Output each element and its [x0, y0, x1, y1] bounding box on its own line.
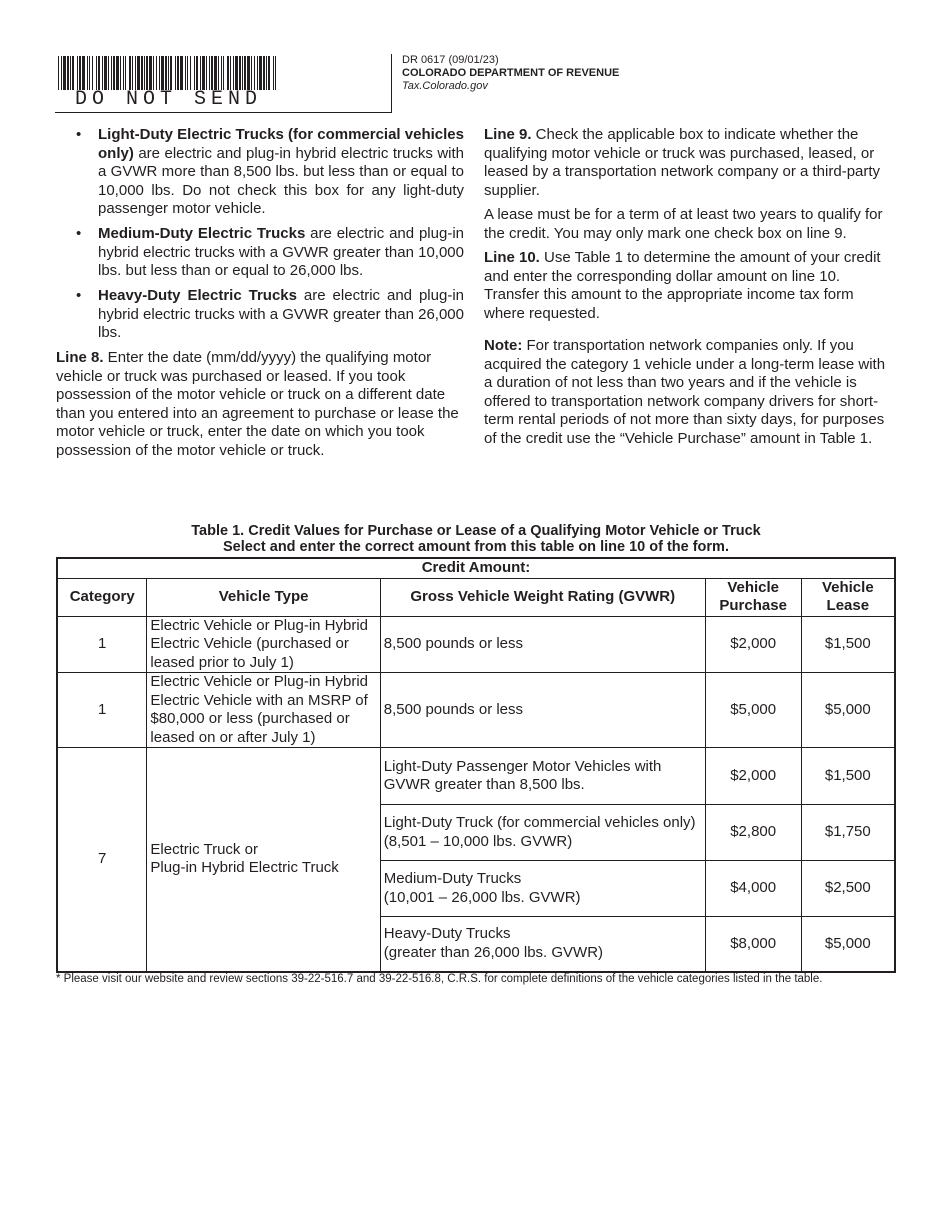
- barcode-bar: [72, 56, 74, 90]
- barcode-bar: [247, 56, 250, 90]
- barcode-bar: [129, 56, 131, 90]
- table-title-line: Table 1. Credit Values for Purchase or Lease of a Qualifying Motor Vehicle or Truck: [191, 523, 761, 539]
- barcode-bar: [96, 56, 97, 90]
- barcode-bar: [116, 56, 119, 90]
- barcode-bar: [211, 56, 213, 90]
- barcode-bar: [144, 56, 145, 90]
- lease-cell: $1,750: [801, 805, 895, 861]
- barcode-bar: [242, 56, 243, 90]
- left-column: [56, 126, 464, 466]
- barcode-bar: [104, 56, 107, 90]
- truck-type-list: [56, 126, 464, 343]
- barcode-bar: [87, 56, 88, 90]
- lease-cell: $2,500: [801, 861, 895, 917]
- gvwr-cell: Medium-Duty Trucks (10,001 – 26,000 lbs. GVWR): [380, 861, 705, 917]
- barcode-bar: [58, 56, 59, 90]
- barcode-bar: [214, 56, 217, 90]
- purchase-header: Vehicle Purchase: [705, 578, 801, 616]
- barcode-bar: [227, 56, 229, 90]
- barcode-bar: [159, 56, 160, 90]
- vehicle-type-cell: Electric Vehicle or Plug-in Hybrid Electric Vehicle with an MSRP of $80,000 or less (purchased or leased on or after July 1): [147, 673, 380, 748]
- barcode-bar: [196, 56, 198, 90]
- table-header-row: [57, 578, 895, 616]
- barcode-bar: [125, 56, 126, 90]
- table-row: [57, 748, 895, 805]
- gvwr-cell: Heavy-Duty Trucks (greater than 26,000 lbs. GVWR): [380, 917, 705, 972]
- barcode-bar: [254, 56, 255, 90]
- barcode-bar: [257, 56, 258, 90]
- barcode-bar: [202, 56, 205, 90]
- barcode-bar: [244, 56, 246, 90]
- gvwr-cell: Light-Duty Passenger Motor Vehicles with GVWR greater than 8,500 lbs.: [380, 748, 705, 805]
- line10-instructions: Line 10. Use Table 1 to determine the amount of your credit and enter the corresponding dollar amount on line 10. Transfer this amount to the appropriate income tax form where requested.: [484, 249, 881, 322]
- barcode-bar: [223, 56, 224, 90]
- barcode-bar: [102, 56, 103, 90]
- barcode-bar: [146, 56, 148, 90]
- barcode-bar: [156, 56, 157, 90]
- list-item: • Light-Duty Electric Trucks (for commercial vehicles only) are electric and plug-in hybrid electric trucks with a GVWR more than 8,500 lbs. but less than or equal to 10,000 lbs. Do not check this box for any light-duty passenger motor vehicle.: [76, 126, 464, 217]
- barcode-bar: [165, 56, 167, 90]
- vehicle-type-header: Vehicle Type: [147, 578, 380, 616]
- credit-values-table: [56, 557, 896, 973]
- barcode-bar: [111, 56, 112, 90]
- category-cell: 1: [57, 673, 147, 748]
- lease-cell: $1,500: [801, 748, 895, 805]
- line8-instructions: Line 8. Enter the date (mm/dd/yyyy) the qualifying motor vehicle or truck was purchased or leased. If you took possession of the motor vehicle or truck on a different date than you entered into an agreement to purchase or lease the motor vehicle or truck, enter the date on which you took possession of the motor vehicle or truck.: [56, 349, 459, 459]
- gvwr-cell: Light-Duty Truck (for commercial vehicles only) (8,501 – 10,000 lbs. GVWR): [380, 805, 705, 861]
- line9-instructions: Line 9. Check the applicable box to indicate whether the qualifying motor vehicle or truck was purchased, leased, or leased by a transportation network company or a third-party supplier.: [484, 126, 881, 199]
- barcode-bar: [92, 56, 93, 90]
- vehicle-type-cell: Electric Truck or Plug-in Hybrid Electric Truck: [147, 748, 380, 972]
- website-text: Tax.Colorado.gov: [402, 80, 488, 92]
- barcode-bar: [153, 56, 154, 90]
- barcode-bar: [137, 56, 140, 90]
- purchase-cell: $2,000: [705, 748, 801, 805]
- barcode-bar: [259, 56, 262, 90]
- barcode-bar: [98, 56, 100, 90]
- barcode-bar: [67, 56, 69, 90]
- table-title: [56, 523, 896, 555]
- barcode-bar: [180, 56, 183, 90]
- form-header: [402, 54, 619, 93]
- purchase-cell: $2,800: [705, 805, 801, 861]
- lease-header: Vehicle Lease: [801, 578, 895, 616]
- lease-cell: $5,000: [801, 917, 895, 972]
- department-name: COLORADO DEPARTMENT OF REVENUE: [402, 67, 620, 79]
- barcode-bar: [185, 56, 186, 90]
- lease-cell: $5,000: [801, 673, 895, 748]
- barcode-bar: [123, 56, 124, 90]
- barcode-bar: [200, 56, 201, 90]
- barcode-bar: [263, 56, 265, 90]
- gvwr-cell: 8,500 pounds or less: [380, 616, 705, 673]
- barcode-bar: [177, 56, 179, 90]
- barcode-bar: [194, 56, 195, 90]
- barcode-bar: [190, 56, 191, 90]
- lease-requirement: A lease must be for a term of at least two years to qualify for the credit. You may only mark one check box on line 9.: [484, 206, 883, 242]
- barcode-bar: [113, 56, 115, 90]
- barcode-bar: [266, 56, 267, 90]
- list-item: • Medium-Duty Electric Trucks are electric and plug-in hybrid electric trucks with a GVWR greater than 10,000 lbs. but less than or equal to 26,000 lbs.: [76, 225, 464, 279]
- barcode-bar: [149, 56, 152, 90]
- barcode-bar: [233, 56, 234, 90]
- purchase-cell: $8,000: [705, 917, 801, 972]
- table-header-row: [57, 558, 895, 578]
- form-number: DR 0617 (09/01/23): [402, 54, 499, 66]
- barcode-bar: [235, 56, 238, 90]
- category-cell: 1: [57, 616, 147, 673]
- tnc-note: Note: For transportation network companies only. If you acquired the category 1 vehicle under a long-term lease with a duration of not less than two years and if the vehicle is offered to transportation network company drivers for short-term rental periods of not more than sixty days, for purposes of the credit use the “Vehicle Purchase” amount in Table 1.: [484, 337, 886, 447]
- barcode-bar: [120, 56, 121, 90]
- barcode-bar: [89, 56, 90, 90]
- barcode-bar: [77, 56, 78, 90]
- barcode-bar: [206, 56, 207, 90]
- barcode-bar: [135, 56, 136, 90]
- barcode-graphic: [58, 56, 276, 90]
- lease-cell: $1,500: [801, 616, 895, 673]
- barcode-bar: [273, 56, 274, 90]
- gvwr-cell: 8,500 pounds or less: [380, 673, 705, 748]
- barcode-bar: [63, 56, 66, 90]
- barcode-bar: [268, 56, 270, 90]
- barcode-bar: [187, 56, 188, 90]
- barcode-bar: [230, 56, 231, 90]
- barcode-bar: [70, 56, 71, 90]
- barcode-bar: [108, 56, 109, 90]
- table-footnote: * Please visit our website and review sections 39-22-516.7 and 39-22-516.8, C.R.S. for complete definitions of the vehicle categories listed in the table.: [56, 973, 823, 985]
- vehicle-type-cell: Electric Vehicle or Plug-in Hybrid Electric Vehicle (purchased or leased prior to July 1): [147, 616, 380, 673]
- barcode-bar: [82, 56, 85, 90]
- barcode-bar: [251, 56, 252, 90]
- barcode-bar: [79, 56, 81, 90]
- purchase-cell: $5,000: [705, 673, 801, 748]
- barcode-bar: [275, 56, 276, 90]
- barcode-bar: [141, 56, 143, 90]
- barcode-bar: [168, 56, 169, 90]
- barcode-bar: [239, 56, 241, 90]
- gvwr-header: Gross Vehicle Weight Rating (GVWR): [380, 578, 705, 616]
- barcode-bar: [209, 56, 210, 90]
- category-header: Category: [57, 578, 147, 616]
- credit-amount-header: Credit Amount:: [57, 558, 895, 578]
- barcode-bar: [170, 56, 172, 90]
- list-item: • Heavy-Duty Electric Trucks are electric and plug-in hybrid electric trucks with a GVWR greater than 26,000 lbs.: [76, 287, 464, 341]
- purchase-cell: $4,000: [705, 861, 801, 917]
- category-cell: 7: [57, 748, 147, 972]
- barcode-bar: [161, 56, 164, 90]
- table-row: [57, 616, 895, 673]
- barcode-bar: [132, 56, 133, 90]
- table-row: [57, 673, 895, 748]
- barcode-area: [55, 54, 392, 113]
- right-column: [484, 126, 896, 454]
- barcode-bar: [221, 56, 222, 90]
- purchase-cell: $2,000: [705, 616, 801, 673]
- barcode-bar: [218, 56, 219, 90]
- barcode-bar: [61, 56, 62, 90]
- do-not-send-label: DO NOT SEND: [75, 88, 263, 111]
- table-subtitle: Select and enter the correct amount from this table on line 10 of the form.: [223, 539, 729, 555]
- barcode-bar: [175, 56, 176, 90]
